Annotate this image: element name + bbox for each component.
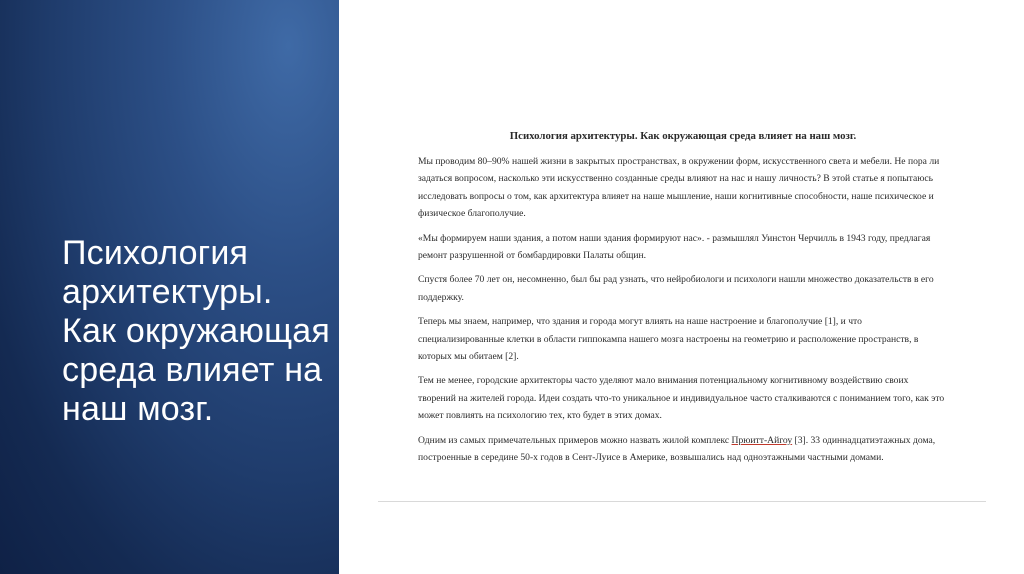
title-panel xyxy=(0,0,339,574)
paragraph-6 xyxy=(418,432,948,467)
paragraph-3: Спустя более 70 лет он, несомненно, был бы рад узнать, что нейробиологи и психологи нашли множество доказательств в его поддержку. xyxy=(418,274,934,303)
document-excerpt xyxy=(418,129,948,474)
paragraph-5: Тем не менее, городские архитекторы часто уделяют мало внимания потенциальному когнитивному воздействию своих творений на жителей города. Идеи создать что-то уникальное и индивидуальное часто сталкиваются с пониманием того, как это может повлиять на психологию тех, кто будет в этих домах. xyxy=(418,375,945,422)
paragraph-4: Теперь мы знаем, например, что здания и города могут влиять на наше настроение и благополучие [1], и что специализированные клетки в области гиппокампа нашего мозга настроены на геометрию и расположение пространств, в которых мы обитаем [2]. xyxy=(418,316,919,363)
paragraph-2: «Мы формируем наши здания, а потом наши здания формируют нас». - размышлял Уинстон Черчилль в 1943 году, предлагая ремонт разрушенной от бомбардировки Палаты общин. xyxy=(418,232,931,262)
paragraph-6-start: Одним из самых примечательных примеров можно назвать жилой комплекс xyxy=(418,434,732,446)
slide-title: Психология архитектуры. Как окружающая среда влияет на наш мозг. xyxy=(62,234,330,428)
document-divider xyxy=(378,501,986,502)
document-title: Психология архитектуры. Как окружающая среда влияет на наш мозг. xyxy=(509,130,857,142)
paragraph-6-end: [3]. 33 одиннадцатиэтажных дома, построенные в середине 50-х годов в Сент-Луисе в Америке, возвышались над одноэтажными частными домами. xyxy=(418,434,936,464)
paragraph-1: Мы проводим 80–90% нашей жизни в закрытых пространствах, в окружении форм, искусственного света и мебели. Не пора ли задаться вопросом, насколько эти искусственно созданные среды влияют на нас и нашу личность? В этой статье я попытаюсь исследовать вопросы о том, как архитектура влияет на наше мышление, наши когнитивные способности, наше психическое и физическое благополучие. xyxy=(418,156,940,220)
complex-name: Прюитт-Айгоу xyxy=(731,434,793,446)
